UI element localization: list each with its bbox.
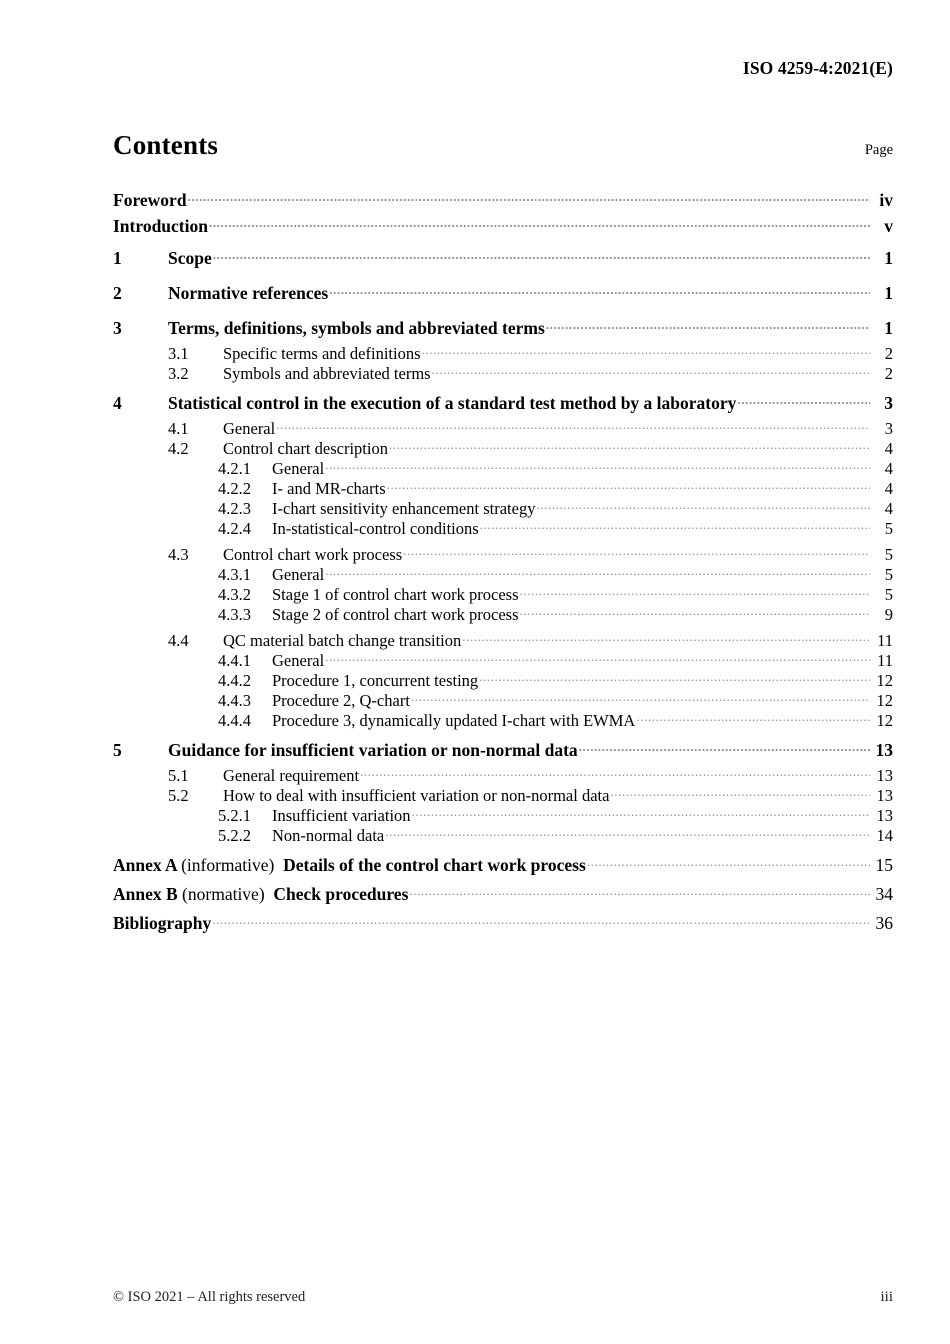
dot-leader [610,784,870,801]
dot-leader [325,563,870,580]
dot-leader [536,497,870,514]
toc-entry-title: Stage 1 of control chart work process [272,584,519,604]
toc-entry-title: General requirement [223,765,360,785]
toc-entry[interactable] [113,764,893,784]
toc-annex-name: Annex A [113,854,177,875]
toc-entry-title: Procedure 1, concurrent testing [272,670,479,690]
toc-entry-page: 2 [884,363,893,383]
toc-entry-page: 1 [884,247,893,268]
toc-entry-number: 5.2.1 [218,805,251,825]
dot-leader [411,689,870,706]
dot-leader [188,188,870,206]
dot-leader [587,853,870,871]
toc-entry-page: 5 [884,544,893,564]
dot-leader [520,603,870,620]
toc-entry-number: 4.2.1 [218,458,251,478]
dot-leader [213,246,870,264]
toc-annex-entry[interactable] [113,853,893,882]
toc-entry-title: Guidance for insufficient variation or non-normal data [168,739,578,760]
toc-entry-page: 4 [884,438,893,458]
toc-entry-title: Scope [168,247,212,268]
toc-entry-page: 3 [884,418,893,438]
toc-entry-number: 4.2.4 [218,518,251,538]
toc-entry-number: 4.2 [168,438,189,458]
toc-entry-number: 5.1 [168,765,189,785]
toc-annex-entry[interactable] [113,882,893,911]
page-column-label: Page [864,142,893,158]
toc-entry[interactable] [113,417,893,437]
toc-entry-title: Statistical control in the execution of a standard test method by a laboratory [168,392,737,413]
toc-entry-title: Introduction [113,215,208,236]
toc-entry-number: 5 [113,739,122,760]
toc-entry-title: Procedure 2, Q-chart [272,690,410,710]
dot-leader [520,583,870,600]
toc-entry-number: 4.3.2 [218,584,251,604]
toc-entry-page: 5 [884,564,893,584]
dot-leader [360,764,870,781]
dot-leader [387,477,870,494]
toc-entry-page: 12 [876,690,893,710]
toc-entry[interactable] [113,457,893,477]
toc-entry[interactable] [113,583,893,603]
toc-entry-page: 11 [877,650,893,670]
toc-entry-number: 1 [113,247,122,268]
toc-entry-number: 4 [113,392,122,413]
toc-entry[interactable] [113,563,893,583]
toc-entry-title: Procedure 3, dynamically updated I-chart with EWMA [272,710,636,730]
toc-entry[interactable] [113,437,893,457]
toc-entry[interactable] [113,391,893,417]
page-footer [113,1289,893,1306]
dot-leader [432,362,870,379]
toc-entry-page: 12 [876,670,893,690]
toc-entry-page: v [884,215,893,236]
dot-leader [636,709,870,726]
toc-entry-title: QC material batch change transition [223,630,462,650]
toc-entry-title: Foreword [113,189,187,210]
toc-entry-number: 4.2.3 [218,498,251,518]
toc-entry-title: Control chart work process [223,544,403,564]
toc-annex-title: Details of the control chart work process [283,854,586,875]
dot-leader [385,824,870,841]
toc-entry-number: 4.3.3 [218,604,251,624]
toc-entry-page: 4 [884,458,893,478]
toc-entry-page: 2 [884,343,893,363]
dot-leader [329,281,870,299]
toc-entry-page: 3 [884,392,893,413]
toc-entry[interactable] [113,689,893,709]
dot-leader [737,391,870,409]
toc-entry-title: Stage 2 of control chart work process [272,604,519,624]
toc-annex-label [113,884,408,905]
toc-entry-number: 5.2 [168,785,189,805]
dot-leader [479,669,870,686]
toc-entry-page: 36 [875,912,893,933]
toc-entry-title: General [272,458,325,478]
spacer [113,272,893,281]
toc-entry-page: 5 [884,584,893,604]
toc-entry-title: How to deal with insufficient variation or non-normal data [223,785,610,805]
toc-entry[interactable] [113,517,893,537]
toc-entry[interactable] [113,603,893,623]
toc-entry[interactable] [113,669,893,689]
toc-entry-number: 4.1 [168,418,189,438]
page-title: Contents [113,130,219,160]
toc-entry-number: 4.4.1 [218,650,251,670]
toc-entry-title: I- and MR-charts [272,478,386,498]
toc-entry[interactable] [113,246,893,272]
toc-entry-title: General [223,418,276,438]
dot-leader [480,517,870,534]
dot-leader [276,417,870,434]
toc-entry-title: Specific terms and definitions [223,343,421,363]
toc-entry-number: 4.4.3 [218,690,251,710]
toc-entry[interactable] [113,543,893,563]
table-of-contents [113,188,893,940]
toc-annex-title: Check procedures [273,883,409,904]
toc-entry[interactable] [113,477,893,497]
toc-entry-page: 9 [884,604,893,624]
toc-entry-page: 13 [876,805,893,825]
toc-entry-page: 12 [876,710,893,730]
toc-entry-page: 5 [884,518,893,538]
toc-entry-number: 3.2 [168,363,189,383]
toc-annex-name: Annex B [113,883,178,904]
toc-annex-kind: (normative) [182,883,265,904]
toc-entry-title: Insufficient variation [272,805,411,825]
toc-entry-number: 2 [113,282,122,303]
dot-leader [546,316,870,334]
copyright-notice: © ISO 2021 – All rights reserved [113,1289,306,1305]
toc-entry-page: 1 [884,282,893,303]
toc-entry-page: 14 [876,825,893,845]
toc-entry-title: Symbols and abbreviated terms [223,363,431,383]
dot-leader [412,804,870,821]
document-header-standard-ref: ISO 4259-4:2021(E) [742,58,893,78]
toc-entry-page: 15 [875,854,893,875]
toc-entry[interactable] [113,784,893,804]
toc-entry-page: 13 [876,765,893,785]
toc-entry-number: 4.4.2 [218,670,251,690]
toc-entry[interactable] [113,649,893,669]
dot-leader [422,342,871,359]
toc-entry-number: 4.3 [168,544,189,564]
toc-entry-page: 1 [884,317,893,338]
toc-entry-title: Normative references [168,282,329,303]
toc-entry-page: iv [879,189,893,210]
toc-entry[interactable] [113,738,893,764]
toc-entry[interactable] [113,824,893,844]
dot-leader [409,882,870,900]
toc-entry[interactable] [113,214,893,240]
dot-leader [462,629,870,646]
page-folio: iii [880,1289,893,1305]
toc-entry-number: 4.3.1 [218,564,251,584]
toc-entry[interactable] [113,804,893,824]
toc-entry[interactable] [113,629,893,649]
toc-entry-page: 13 [876,785,893,805]
toc-entry[interactable] [113,342,893,362]
toc-entry-number: 4.4.4 [218,710,251,730]
toc-annex-kind: (informative) [181,854,275,875]
toc-entry-title: I-chart sensitivity enhancement strategy [272,498,536,518]
toc-entry-page: 34 [875,883,893,904]
toc-entry-number: 5.2.2 [218,825,251,845]
dot-leader [212,911,870,929]
toc-bibliography-entry[interactable] [113,911,893,940]
toc-entry-title: General [272,564,325,584]
toc-annex-label [113,855,586,876]
toc-bibliography-title: Bibliography [113,912,212,933]
toc-entry-title: In-statistical-control conditions [272,518,479,538]
toc-entry-page: 11 [877,630,893,650]
toc-entry-number: 3.1 [168,343,189,363]
dot-leader [579,738,870,756]
toc-entry[interactable] [113,188,893,214]
toc-entry-number: 4.2.2 [218,478,251,498]
toc-entry[interactable] [113,497,893,517]
contents-heading-row [113,130,893,161]
toc-entry-number: 4.4 [168,630,189,650]
spacer [113,307,893,316]
toc-entry[interactable] [113,281,893,307]
toc-entry[interactable] [113,709,893,729]
dot-leader [403,543,870,560]
toc-entry-title: Non-normal data [272,825,385,845]
toc-entry-page: 4 [884,498,893,518]
dot-leader [389,437,870,454]
toc-entry[interactable] [113,316,893,342]
dot-leader [325,649,870,666]
toc-entry[interactable] [113,362,893,382]
toc-entry-title: Terms, definitions, symbols and abbreviated terms [168,317,545,338]
dot-leader [209,214,870,232]
toc-entry-title: General [272,650,325,670]
toc-entry-page: 13 [875,739,893,760]
toc-entry-number: 3 [113,317,122,338]
toc-entry-page: 4 [884,478,893,498]
dot-leader [325,457,870,474]
toc-entry-title: Control chart description [223,438,388,458]
